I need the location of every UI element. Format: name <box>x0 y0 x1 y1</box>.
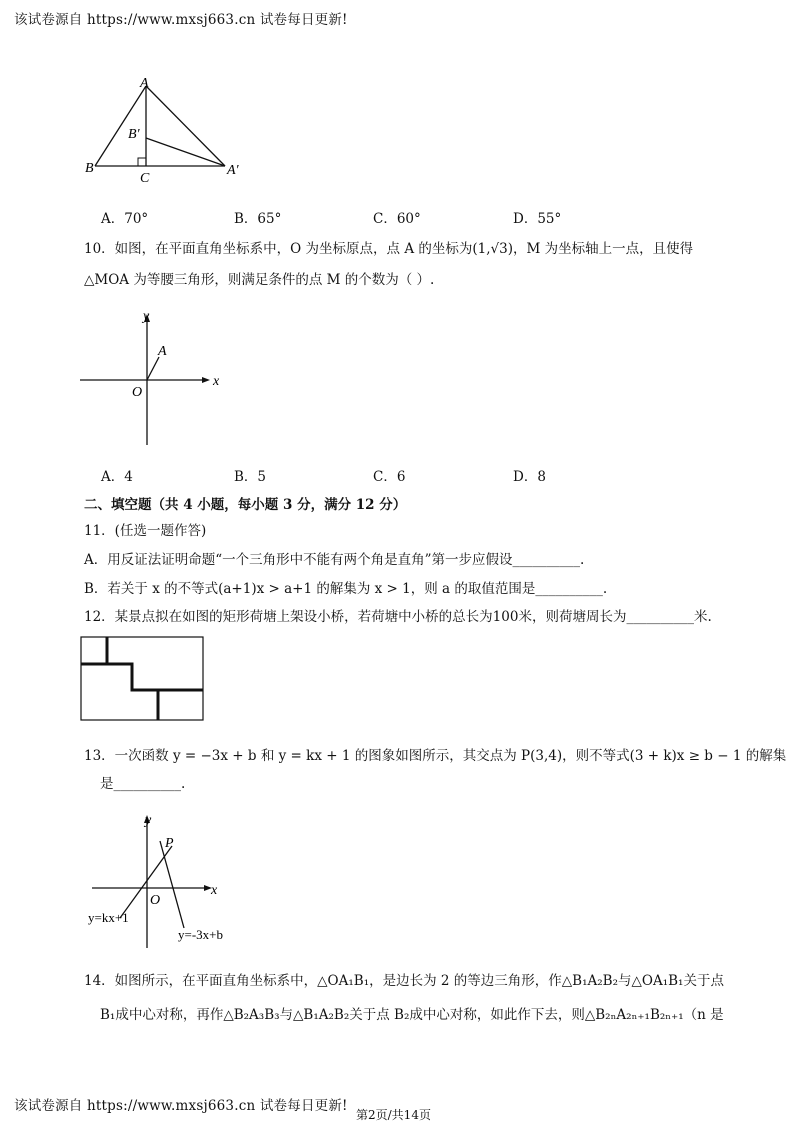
q10-stem-line2: △MOA 为等腰三角形，则满足条件的点 M 的个数为（ ）. <box>84 272 435 288</box>
section-title-fill-in: 二、填空题（共 4 小题，每小题 3 分，满分 12 分） <box>84 497 407 513</box>
q9-option-c: C．60° <box>373 211 421 227</box>
page-number: 第2页/共14页 <box>356 1108 431 1122</box>
q10-coordinate-figure <box>78 307 228 449</box>
q13-stem-line1: 13．一次函数 y = −3x + b 和 y = kx + 1 的图象如图所示，其交点为 P(3,4)，则不等式(3 + k)x ≥ b − 1 的解集 <box>84 748 787 764</box>
q12-stem: 12．某景点拟在如图的矩形荷塘上架设小桥，若荷塘中小桥的总长为100米，则荷塘周长为__________米. <box>84 609 712 625</box>
q11-option-b: B．若关于 x 的不等式(a+1)x > a+1 的解集为 x > 1，则 a 的取值范围是__________. <box>84 581 608 597</box>
q13-stem-line2: 是__________. <box>100 776 186 792</box>
q9-label-b: B <box>85 161 94 176</box>
q9-label-b-prime: B′ <box>128 127 140 142</box>
q9-label-a-prime: A′ <box>227 163 239 178</box>
q13-graph-figure <box>84 808 244 950</box>
q10-label-y: y <box>143 309 150 324</box>
q13-label-y: y <box>145 813 152 828</box>
q9-triangle-figure <box>80 74 250 186</box>
q13-label-p: P <box>165 836 174 851</box>
q13-line-label-kx: y=kx+1 <box>88 910 129 925</box>
q9-option-d: D．55° <box>513 211 562 227</box>
q11-stem: 11．(任选一题作答) <box>84 523 207 539</box>
q10-option-c: C．6 <box>373 469 406 485</box>
q13-line-label-3x: y=-3x+b <box>178 927 223 942</box>
page-header: 该试卷源自 https://www.mxsj663.cn 试卷每日更新! <box>14 12 348 28</box>
q13-label-o: O <box>150 893 161 908</box>
q14-stem-line1: 14．如图所示，在平面直角坐标系中，△OA₁B₁，是边长为 2 的等边三角形，作△B₁A₂B₂与△OA₁B₁关于点 <box>84 973 724 989</box>
q9-option-a: A．70° <box>101 211 149 227</box>
q9-label-c: C <box>140 171 150 186</box>
q9-label-a: A <box>140 76 149 91</box>
q10-stem-line1: 10．如图，在平面直角坐标系中，O 为坐标原点，点 A 的坐标为(1,√3)，M 为坐标轴上一点，且使得 <box>84 241 694 257</box>
page-footer-source: 该试卷源自 https://www.mxsj663.cn 试卷每日更新! <box>14 1098 348 1114</box>
q12-pond-figure <box>80 636 206 722</box>
q13-label-x: x <box>211 883 218 898</box>
q10-label-x: x <box>213 374 220 389</box>
q10-option-d: D．8 <box>513 469 546 485</box>
q9-option-b: B．65° <box>234 211 282 227</box>
q10-label-o: O <box>132 385 143 400</box>
q10-option-a: A．4 <box>101 469 133 485</box>
q11-option-a: A．用反证法证明命题“一个三角形中不能有两个角是直角”第一步应假设__________. <box>84 552 585 568</box>
q10-option-b: B．5 <box>234 469 267 485</box>
q10-label-a: A <box>158 344 167 359</box>
q14-stem-line2: B₁成中心对称，再作△B₂A₃B₃与△B₁A₂B₂关于点 B₂成中心对称，如此作下去，则△B₂ₙA₂ₙ₊₁B₂ₙ₊₁（n 是 <box>100 1007 724 1023</box>
